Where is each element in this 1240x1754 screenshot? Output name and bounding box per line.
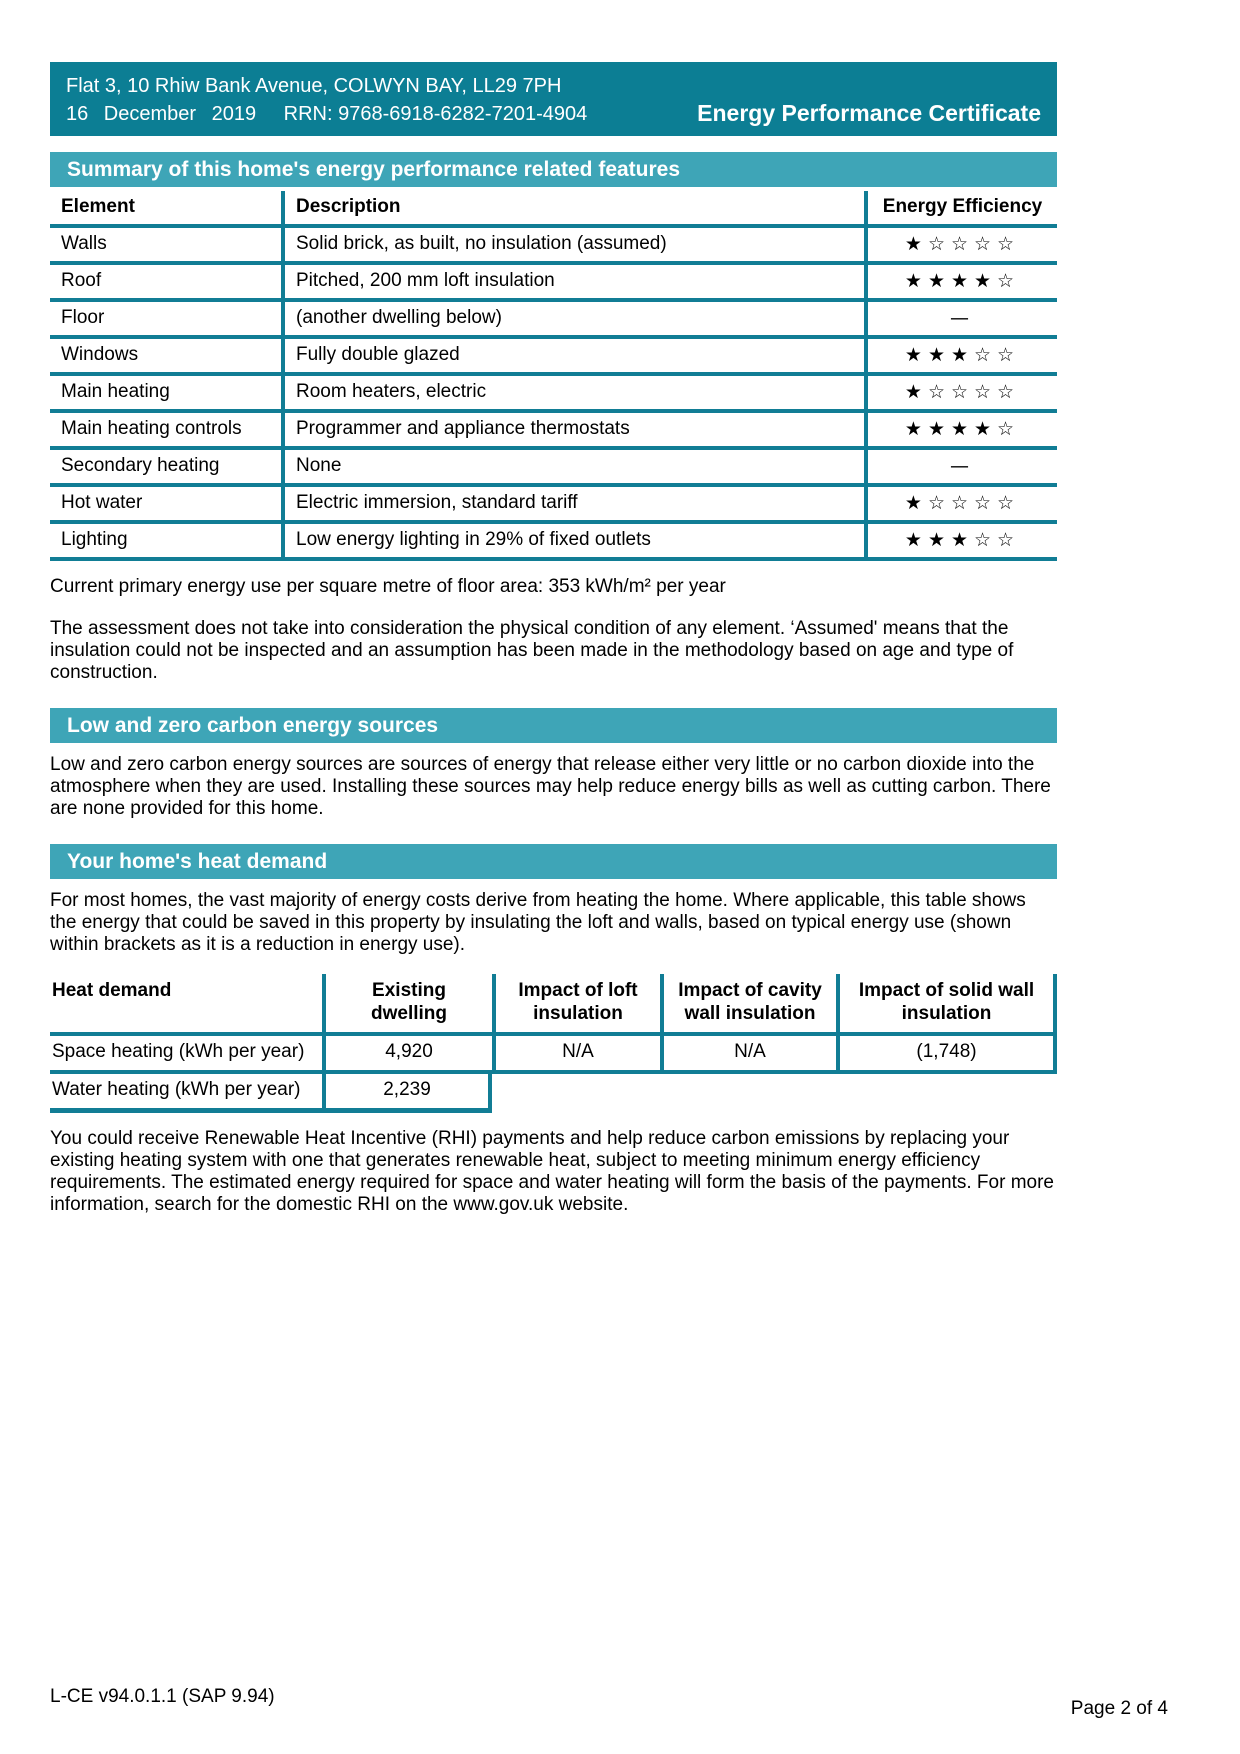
heat-column-header-solid: Impact of solid wall insulation bbox=[836, 974, 1057, 1036]
heat-row-water-spacer bbox=[492, 1074, 1057, 1113]
element-label: Floor bbox=[50, 300, 283, 337]
header-property-block bbox=[50, 62, 587, 136]
column-header-description: Description bbox=[283, 191, 866, 226]
report-rrn: RRN: 9768-6918-6282-7201-4904 bbox=[283, 103, 588, 125]
element-description: Electric immersion, standard tariff bbox=[283, 485, 866, 522]
element-description: Solid brick, as built, no insulation (assumed) bbox=[283, 226, 866, 263]
star-rating: ★★★☆☆ bbox=[866, 337, 1057, 374]
element-label: Walls bbox=[50, 226, 283, 263]
features-table bbox=[50, 191, 1057, 561]
footer-page-number: Page 2 of 4 bbox=[1070, 1698, 1168, 1719]
header-meta-line bbox=[66, 100, 587, 128]
summary-section-banner: Summary of this home's energy performance related features bbox=[50, 152, 1057, 187]
column-header-element: Element bbox=[50, 191, 283, 226]
star-rating: — bbox=[866, 300, 1057, 337]
table-row-windows bbox=[50, 337, 1057, 374]
heat-demand-table bbox=[50, 974, 1057, 1113]
star-rating: ★☆☆☆☆ bbox=[866, 374, 1057, 411]
element-label: Secondary heating bbox=[50, 448, 283, 485]
table-row-lighting bbox=[50, 522, 1057, 559]
heat-column-header-loft: Impact of loft insulation bbox=[492, 974, 660, 1036]
heat-row-space-label: Space heating (kWh per year) bbox=[50, 1036, 322, 1074]
heat-column-header-cavity: Impact of cavity wall insulation bbox=[660, 974, 836, 1036]
heat-demand-section-banner: Your home's heat demand bbox=[50, 844, 1057, 879]
table-row-secondary-heating bbox=[50, 448, 1057, 485]
certificate-title: Energy Performance Certificate bbox=[697, 100, 1041, 126]
star-rating: ★☆☆☆☆ bbox=[866, 485, 1057, 522]
table-row-floor bbox=[50, 300, 1057, 337]
heat-row-space-loft: N/A bbox=[492, 1036, 660, 1074]
table-row-roof bbox=[50, 263, 1057, 300]
column-header-energy-efficiency: Energy Efficiency bbox=[866, 191, 1057, 226]
star-rating: ★★★★☆ bbox=[866, 263, 1057, 300]
element-description: Room heaters, electric bbox=[283, 374, 866, 411]
star-rating: — bbox=[866, 448, 1057, 485]
element-label: Hot water bbox=[50, 485, 283, 522]
element-description: Fully double glazed bbox=[283, 337, 866, 374]
heat-row-space-existing: 4,920 bbox=[322, 1036, 492, 1074]
heat-column-header-demand: Heat demand bbox=[50, 974, 322, 1036]
table-row-main-heating bbox=[50, 374, 1057, 411]
element-label: Roof bbox=[50, 263, 283, 300]
heat-row-space-cavity: N/A bbox=[660, 1036, 836, 1074]
assessment-note: The assessment does not take into consideration the physical condition of any element. ‘Assumed' means that the insulation could not be inspected and an assumption has been made in the methodology based on age and type of construction. bbox=[50, 618, 1014, 683]
element-label: Lighting bbox=[50, 522, 283, 559]
element-description: (another dwelling below) bbox=[283, 300, 866, 337]
rhi-note: You could receive Renewable Heat Incentive (RHI) payments and help reduce carbon emissions by replacing your existing heating system with one that generates renewable heat, subject to meeting minimum energy efficiency requirements. The estimated energy required for space and water heating will form the basis of the payments. For more information, search for the domestic RHI on the www.gov.uk website. bbox=[50, 1128, 1054, 1215]
star-rating: ★☆☆☆☆ bbox=[866, 226, 1057, 263]
footer-version-label: L-CE v94.0.1.1 (SAP 9.94) bbox=[50, 1686, 275, 1707]
element-label: Main heating bbox=[50, 374, 283, 411]
heat-demand-intro: For most homes, the vast majority of energy costs derive from heating the home. Where applicable, this table shows the energy that could be saved in this property by insulating the loft and walls, based on typical energy use (shown within brackets as it is a reduction in energy use). bbox=[50, 890, 1026, 955]
property-address: Flat 3, 10 Rhiw Bank Avenue, COLWYN BAY, LL29 7PH bbox=[66, 75, 562, 97]
lzc-section-banner: Low and zero carbon energy sources bbox=[50, 708, 1057, 743]
star-rating: ★★★☆☆ bbox=[866, 522, 1057, 559]
heat-row-water-label: Water heating (kWh per year) bbox=[50, 1074, 322, 1113]
heat-row-water-existing: 2,239 bbox=[322, 1074, 492, 1113]
report-date: 16 December 2019 bbox=[66, 103, 257, 125]
star-rating: ★★★★☆ bbox=[866, 411, 1057, 448]
element-label: Main heating controls bbox=[50, 411, 283, 448]
element-label: Windows bbox=[50, 337, 283, 374]
table-row-hot-water bbox=[50, 485, 1057, 522]
heat-row-space-solid: (1,748) bbox=[836, 1036, 1057, 1074]
heat-column-header-existing: Existing dwelling bbox=[322, 974, 492, 1036]
header-banner bbox=[50, 62, 1057, 136]
features-table-header-row bbox=[50, 191, 1057, 226]
table-row-walls bbox=[50, 226, 1057, 263]
table-row-main-heating-controls bbox=[50, 411, 1057, 448]
lzc-body-text: Low and zero carbon energy sources are sources of energy that release either very little or no carbon dioxide into the atmosphere when they are used. Installing these sources may help reduce energy bills as well as cutting carbon. There are none provided for this home. bbox=[50, 754, 1051, 819]
element-description: Pitched, 200 mm loft insulation bbox=[283, 263, 866, 300]
primary-energy-note: Current primary energy use per square metre of floor area: 353 kWh/m² per year bbox=[50, 576, 726, 597]
element-description: Low energy lighting in 29% of fixed outlets bbox=[283, 522, 866, 559]
element-description: None bbox=[283, 448, 866, 485]
element-description: Programmer and appliance thermostats bbox=[283, 411, 866, 448]
